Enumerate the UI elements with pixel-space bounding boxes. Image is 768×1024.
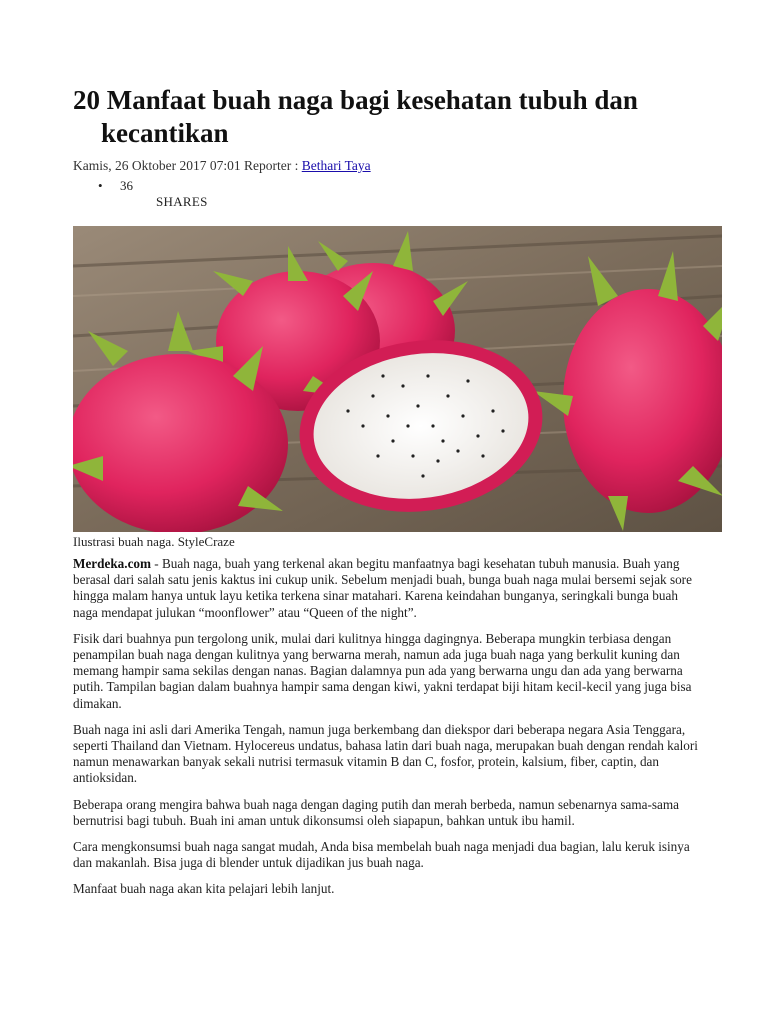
body-paragraph: Cara mengkonsumsi buah naga sangat mudah, Anda bisa membelah buah naga menjadi dua bagian, lalu keruk isinya dan makanlah. Bisa juga di blender untuk dijadikan jus buah naga.: [73, 839, 690, 871]
source-name: Merdeka.com: [73, 556, 151, 571]
body-paragraph: Manfaat buah naga akan kita pelajari lebih lanjut.: [73, 881, 335, 897]
dragon-fruit-illustration: [73, 226, 722, 532]
article-title: 20 Manfaat buah naga bagi kesehatan tubuh dan kecantikan: [73, 85, 638, 148]
intro-text: - Buah naga, buah yang terkenal akan begitu manfaatnya bagi kesehatan tubuh manusia. Buah yang berasal dari salah satu jenis kaktus ini cukup unik. Sebelum menjadi buah, bunga buah naga mulai bersemi sejak sore hingga malam hanya untuk layu ketika terkena sinar matahari. Karena keindahan bunganya, seringkali bunga buah naga mendapat julukan “moonflower” atau “Queen of the night”.: [73, 556, 692, 620]
share-count: 36: [120, 178, 133, 193]
body-paragraph: Buah naga ini asli dari Amerika Tengah, namun juga berkembang dan diekspor dari beberapa negara Asia Tenggara, seperti Thailand dan Vietnam. Hylocereus undatus, bahasa latin dari buah naga, merupakan buah dengan rendah kalori namun menawarkan banyak sekali nutrisi termasuk vitamin B dan C, fosfor, protein, kalsium, fiber, captin, dan antioksidan.: [73, 721, 698, 786]
article-body: [73, 556, 698, 908]
intro-paragraph: [73, 556, 698, 621]
reporter-label: Reporter :: [244, 158, 299, 173]
publish-date: Kamis, 26 Oktober 2017 07:01: [73, 158, 241, 173]
image-caption: Ilustrasi buah naga. StyleCraze: [73, 534, 235, 549]
list-bullet: •: [98, 178, 103, 193]
article-image: [73, 226, 722, 532]
article-meta: [73, 158, 371, 174]
body-paragraph: Beberapa orang mengira bahwa buah naga dengan daging putih dan merah berbeda, namun sebenarnya sama-sama bernutrisi bagi tubuh. Buah ini aman untuk dikonsumsi oleh siapapun, bahkan untuk ibu hamil.: [73, 796, 680, 828]
reporter-link[interactable]: Bethari Taya: [301, 158, 371, 173]
share-label: SHARES: [156, 194, 208, 209]
body-paragraph: Fisik dari buahnya pun tergolong unik, mulai dari kulitnya hingga dagingnya. Beberapa mungkin terbiasa dengan penampilan buah naga dengan kulitnya yang berwarna merah, namun ada juga buah naga yang berkulit kuning dan memang hampir sama sekilas dengan nanas. Bagian dalamnya pun ada yang berwarna ungu dan ada yang berwarna putih. Tampilan bagian dalam buahnya hampir sama dengan kiwi, yakni terdapat biji hitam kecil-kecil yang juga bisa dimakan.: [73, 630, 692, 711]
